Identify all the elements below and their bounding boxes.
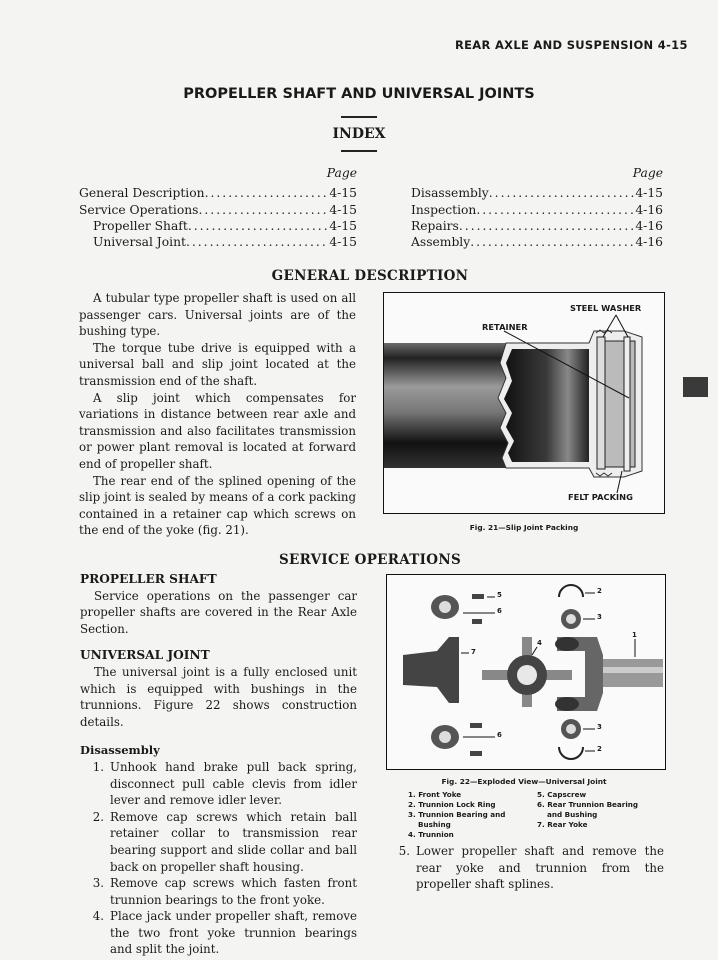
index-entry[interactable]: Inspection ..... 4-16 xyxy=(411,202,663,218)
step: 3. Remove cap screws which fasten front trunnion bearings to the front yoke. xyxy=(92,876,357,907)
disassembly-continued xyxy=(386,843,664,893)
label-felt-packing: FELT PACKING xyxy=(568,492,633,502)
paragraph: A tubular type propeller shaft is used on all passenger cars. Universal joints are of the bushing type. xyxy=(79,291,356,339)
index-entry[interactable]: Propeller Shaft ..... 4-15 xyxy=(79,218,357,234)
index-entry[interactable]: Universal Joint ..... 4-15 xyxy=(79,234,357,250)
figure-22-legend-left: 1. Front Yoke 2. Trunnion Lock Ring 3. Trunnion Bearing and Bushing 4. Trunnion xyxy=(408,790,506,839)
step: 4. Place jack under propeller shaft, remove the two front yoke trunnion bearings and split the joint. xyxy=(92,909,357,957)
label-steel-washer: STEEL WASHER xyxy=(570,303,642,313)
callout-7: 7 xyxy=(471,648,476,656)
step: 1. Unhook hand brake pull back spring, disconnect pull cable clevis from idler lever and remove idler lever. xyxy=(92,759,357,808)
callout-4: 4 xyxy=(537,639,542,647)
page-column-label: Page xyxy=(326,166,357,180)
paragraph: The universal joint is a fully enclosed unit which is equipped with bushings in the trunnions. Figure 22 shows construction details. xyxy=(80,664,357,729)
callout-6: 6 xyxy=(497,731,502,739)
index-left-column xyxy=(79,165,357,250)
page-column-label: Page xyxy=(632,166,663,180)
callout-1: 1 xyxy=(632,631,637,639)
index-right-column xyxy=(411,165,663,250)
service-operations-body xyxy=(80,571,357,958)
index-entry[interactable]: Disassembly ..... 4-15 xyxy=(411,185,663,201)
general-description-body xyxy=(79,290,356,539)
page-title: PROPELLER SHAFT AND UNIVERSAL JOINTS xyxy=(183,86,535,102)
index-entry[interactable]: Repairs ..... 4-16 xyxy=(411,218,663,234)
index-rule xyxy=(341,150,377,152)
universal-joint-heading: UNIVERSAL JOINT xyxy=(80,648,210,663)
figure-21-caption: Fig. 21—Slip Joint Packing xyxy=(469,523,579,532)
title-rule xyxy=(341,116,377,118)
figure-22-legend-right: 5. Capscrew 6. Rear Trunnion Bearing and Bushing 7. Rear Yoke xyxy=(537,790,639,829)
index-entry[interactable]: General Description ..... 4-15 xyxy=(79,185,357,201)
label-retainer: RETAINER xyxy=(482,322,528,332)
index-entry[interactable]: Service Operations ..... 4-15 xyxy=(79,202,357,218)
section-thumb-tab xyxy=(683,377,708,397)
figure-22-exploded-view xyxy=(386,574,666,770)
callout-3: 3 xyxy=(597,613,602,621)
paragraph: Service operations on the passenger car propeller shafts are covered in the Rear Axle Section. xyxy=(80,588,357,636)
step: 5. Lower propeller shaft and remove the rear yoke and trunnion from the propeller shaft splines. xyxy=(398,844,664,892)
figure-22-caption: Fig. 22—Exploded View—Universal Joint xyxy=(441,777,607,786)
propeller-shaft-heading: PROPELLER SHAFT xyxy=(80,572,217,586)
callout-2: 2 xyxy=(597,745,602,753)
callout-2: 2 xyxy=(597,587,602,595)
callout-6: 6 xyxy=(497,607,502,615)
disassembly-heading: Disassembly xyxy=(80,743,160,758)
service-operations-heading: SERVICE OPERATIONS xyxy=(278,552,462,568)
figure-21-slip-joint xyxy=(383,292,665,514)
paragraph: The torque tube drive is equipped with a universal ball and slip joint located at the transmission end of the shaft. xyxy=(79,340,356,388)
callout-3: 3 xyxy=(597,723,602,731)
universal-joint-illustration xyxy=(387,575,665,769)
step: 2. Remove cap screws which retain ball retainer collar to transmission rear bearing support and slide collar and ball back on propeller shaft housing. xyxy=(92,809,357,874)
callout-5: 5 xyxy=(497,591,502,599)
index-entry[interactable]: Assembly ..... 4-16 xyxy=(411,234,663,250)
paragraph: The rear end of the splined opening of the slip joint is sealed by means of a cork packing contained in a retainer cap which screws on the end of the yoke (fig. 21). xyxy=(79,473,356,538)
paragraph: A slip joint which compensates for variations in distance between rear axle and transmission and also facilitates transmission or power plant removal is located at forward end of propeller shaft. xyxy=(79,390,356,471)
general-description-heading: GENERAL DESCRIPTION xyxy=(271,268,469,284)
disassembly-steps xyxy=(80,759,357,958)
index-heading: INDEX xyxy=(332,126,386,142)
running-header: REAR AXLE AND SUSPENSION 4-15 xyxy=(455,38,688,52)
